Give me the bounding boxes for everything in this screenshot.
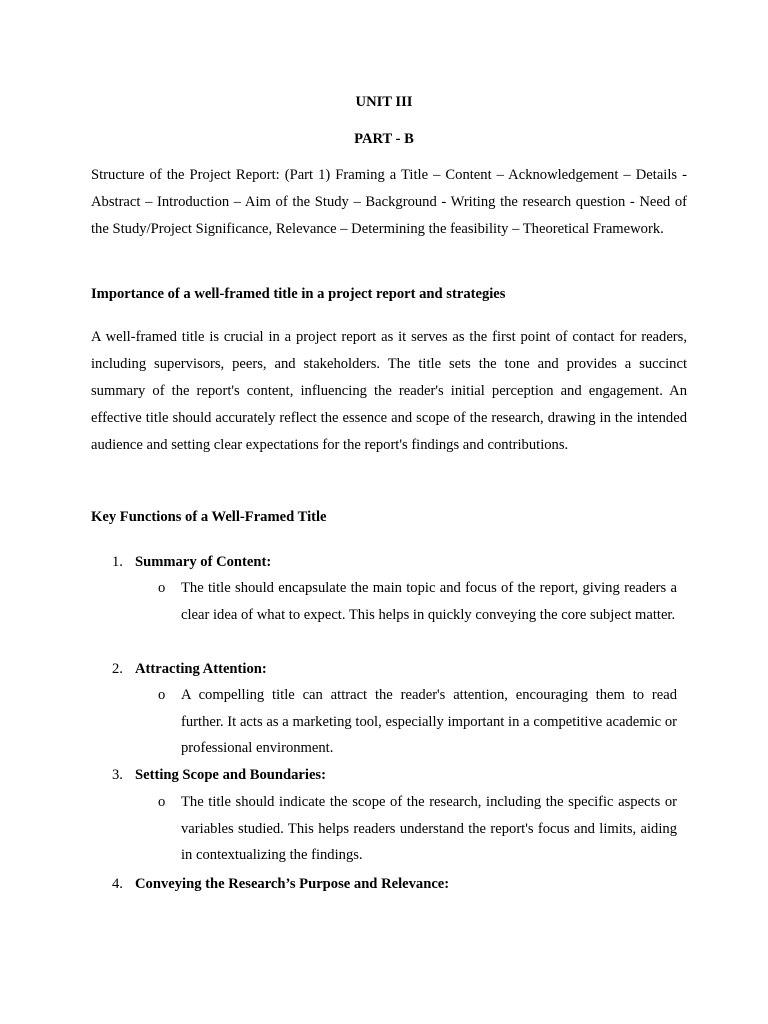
list-item-text: A compelling title can attract the reader's attention, encouraging them to read further. It acts as a marketing tool, especially important in a competitive academic or professional environment.	[181, 687, 677, 756]
list-item-number: 3.	[112, 767, 123, 783]
list-item	[112, 876, 449, 893]
list-item-number: 4.	[112, 876, 123, 892]
intro-paragraph: A well-framed title is crucial in a project report as it serves as the first point of contact for readers, including supervisors, peers, and stakeholders. The title sets the tone and provides a succinct summary of the report's content, influencing the reader's initial perception and engagement. An effective title should accurately reflect the essence and scope of the research, drawing in the intended audience and setting clear expectations for the report's findings and contributions.	[91, 329, 687, 453]
syllabus-paragraph: Structure of the Project Report: (Part 1) Framing a Title – Content – Acknowledgement – Details -Abstract – Introduction – Aim of the Study – Background - Writing the research question - Need of the Study/Project Significance, Relevance – Determining the feasibility – Theoretical Framework.	[91, 167, 687, 237]
key-functions-heading: Key Functions of a Well-Framed Title	[91, 509, 327, 525]
bullet-icon: o	[158, 580, 166, 596]
list-item-title: Conveying the Research’s Purpose and Relevance:	[135, 876, 450, 892]
list-item-title: Setting Scope and Boundaries:	[135, 767, 326, 783]
list-item-title: Summary of Content:	[135, 554, 272, 570]
list-item-text: The title should indicate the scope of the research, including the specific aspects or variables studied. This helps readers understand the report's focus and limits, aiding in contextualizing the findings.	[181, 794, 677, 863]
list-item-text: The title should encapsulate the main topic and focus of the report, giving readers a clear idea of what to expect. This helps in quickly conveying the core subject matter.	[181, 580, 677, 623]
list-item	[112, 661, 267, 678]
list-item	[112, 554, 271, 571]
list-item-title: Attracting Attention:	[135, 661, 267, 677]
bullet-icon: o	[158, 794, 166, 810]
part-title: PART - B	[354, 131, 414, 147]
list-item-number: 2.	[112, 661, 123, 677]
unit-title: UNIT III	[355, 94, 413, 110]
section-heading: Importance of a well-framed title in a project report and strategies	[91, 286, 506, 302]
bullet-icon: o	[158, 687, 166, 703]
list-item	[112, 767, 326, 784]
list-item-number: 1.	[112, 554, 123, 570]
